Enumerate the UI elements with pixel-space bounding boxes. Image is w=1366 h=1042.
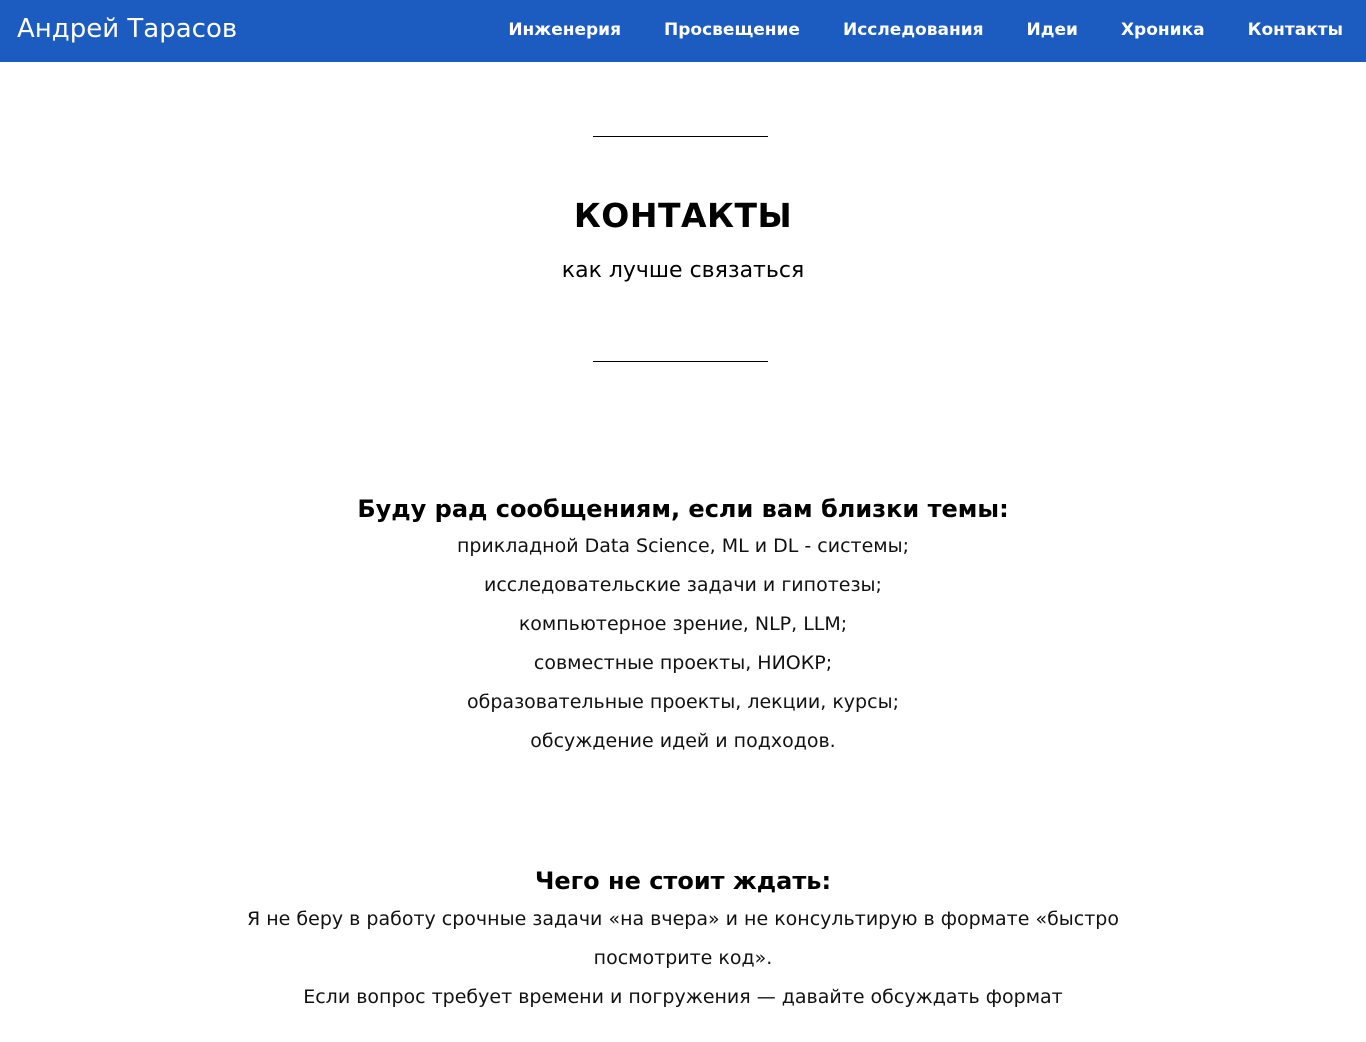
- paragraph-line: Я не беру в работу срочные задачи «на вчера» и не консультирую в формате «быстро: [247, 908, 1119, 930]
- list-item: обсуждение идей и подходов.: [530, 730, 836, 752]
- nav-item-research[interactable]: Исследования: [842, 20, 984, 40]
- divider-top: [593, 136, 768, 137]
- list-item: исследовательские задачи и гипотезы;: [484, 574, 882, 596]
- top-navigation-bar: [0, 0, 1366, 62]
- topics-heading: Буду рад сообщениям, если вам близки темы:: [357, 495, 1009, 523]
- nav-item-contacts[interactable]: Контакты: [1247, 20, 1343, 40]
- nav-item-chronicle[interactable]: Хроника: [1120, 20, 1205, 40]
- page-subtitle: как лучше связаться: [561, 258, 805, 283]
- nav-item-ideas[interactable]: Идеи: [1026, 20, 1078, 40]
- list-item: совместные проекты, НИОКР;: [533, 652, 833, 674]
- paragraph-line: посмотрите код».: [593, 947, 773, 969]
- topics-section: [0, 494, 1366, 761]
- expectations-heading: Чего не стоит ждать:: [534, 867, 832, 895]
- list-item: образовательные проекты, лекции, курсы;: [467, 691, 899, 713]
- paragraph-line: Если вопрос требует времени и погружения — давайте обсуждать формат: [303, 986, 1063, 1008]
- topics-list: [0, 527, 1366, 761]
- expectations-text: [223, 900, 1143, 1017]
- expectations-section: [0, 866, 1366, 1017]
- nav-item-engineering[interactable]: Инженерия: [508, 20, 622, 40]
- list-item: прикладной Data Science, ML и DL - системы;: [456, 535, 910, 557]
- site-brand-link[interactable]: Андрей Тарасов: [17, 14, 238, 44]
- list-item: компьютерное зрение, NLP, LLM;: [518, 613, 848, 635]
- main-nav: [508, 20, 1343, 40]
- page-title: КОНТАКТЫ: [573, 196, 793, 235]
- nav-item-education[interactable]: Просвещение: [664, 20, 800, 40]
- divider-bottom: [593, 361, 768, 362]
